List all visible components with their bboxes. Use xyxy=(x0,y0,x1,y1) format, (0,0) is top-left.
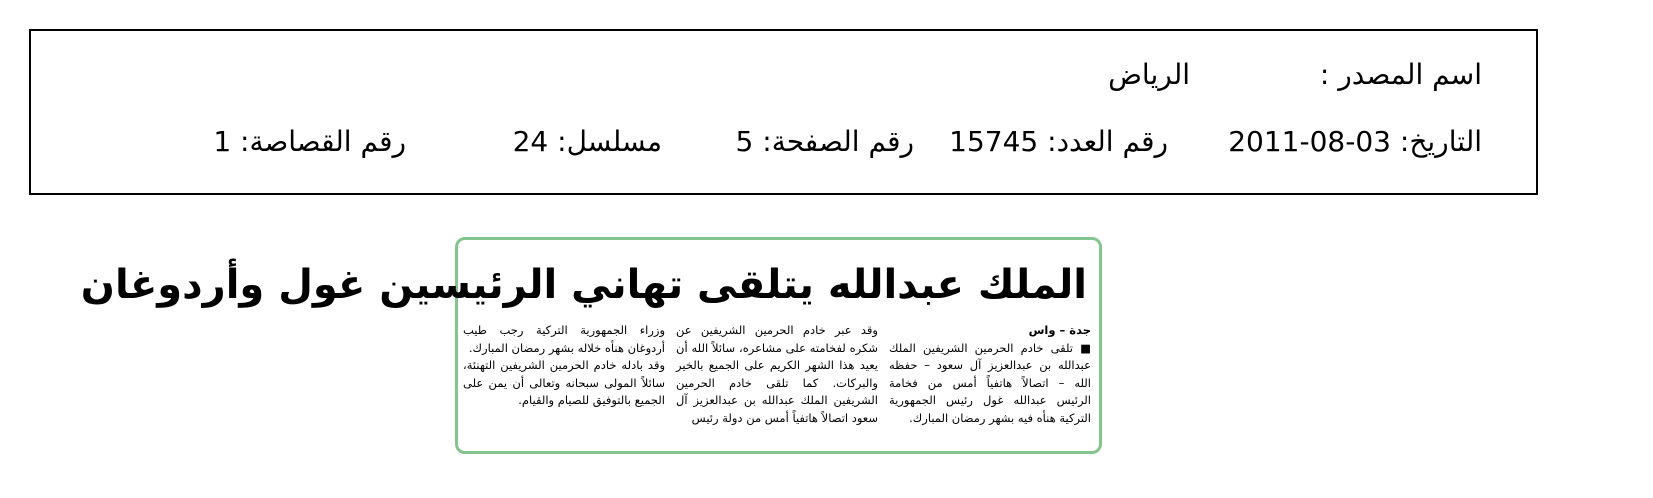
article-text-col2: وقد عبر خادم الحرمين الشريفين عن شكره لفخامته على مشاعره، سائلاً الله أن يعيد هذا الشهر الكريم على الجميع بالخير والبركات. كما تلقى خادم الحرمين الشريفين الملك عبدالله بن عبدالعزيز آل سعود اتصالاً هاتفياً أمس من دولة رئيس xyxy=(676,323,878,425)
clip-number: رقم القصاصة: 1 xyxy=(213,125,406,158)
issue-number: رقم العدد: 15745 xyxy=(949,125,1168,158)
article-text-col3a: وزراء الجمهورية التركية رجب طيب أردوغان هنأه خلاله بشهر رمضان المبارك. xyxy=(463,323,665,355)
source-info-box xyxy=(29,29,1538,195)
source-value: الرياض xyxy=(1108,58,1190,91)
article-column-1 xyxy=(889,322,1091,428)
date-field: التاريخ: 03-08-2011 xyxy=(1228,125,1482,158)
article-text-col1: ■ تلقى خادم الحرمين الشريفين الملك عبدالله بن عبدالعزيز آل سعود – حفظه الله – اتصالاً هاتفياً أمس من فخامة الرئيس عبدالله غول رئيس الجمهورية التركية هنأه فيه بشهر رمضان المبارك. xyxy=(889,340,1091,425)
article-headline: الملك عبدالله يتلقى تهاني الرئيسين غول وأردوغان xyxy=(80,262,1087,308)
page-number: رقم الصفحة: 5 xyxy=(735,125,914,158)
article-text-col3b: وقد بادله خادم الحرمين الشريفين التهنئة، سائلاً المولى سبحانه وتعالى أن يمن على الجميع بالتوفيق للصيام والقيام. xyxy=(463,358,665,408)
article-column-2 xyxy=(676,322,878,428)
article-column-3 xyxy=(463,322,665,410)
source-label: اسم المصدر : xyxy=(1319,58,1482,91)
serial-number: مسلسل: 24 xyxy=(512,125,662,158)
article-dateline: جدة – واس xyxy=(1028,323,1091,337)
news-clipping xyxy=(80,237,1102,454)
